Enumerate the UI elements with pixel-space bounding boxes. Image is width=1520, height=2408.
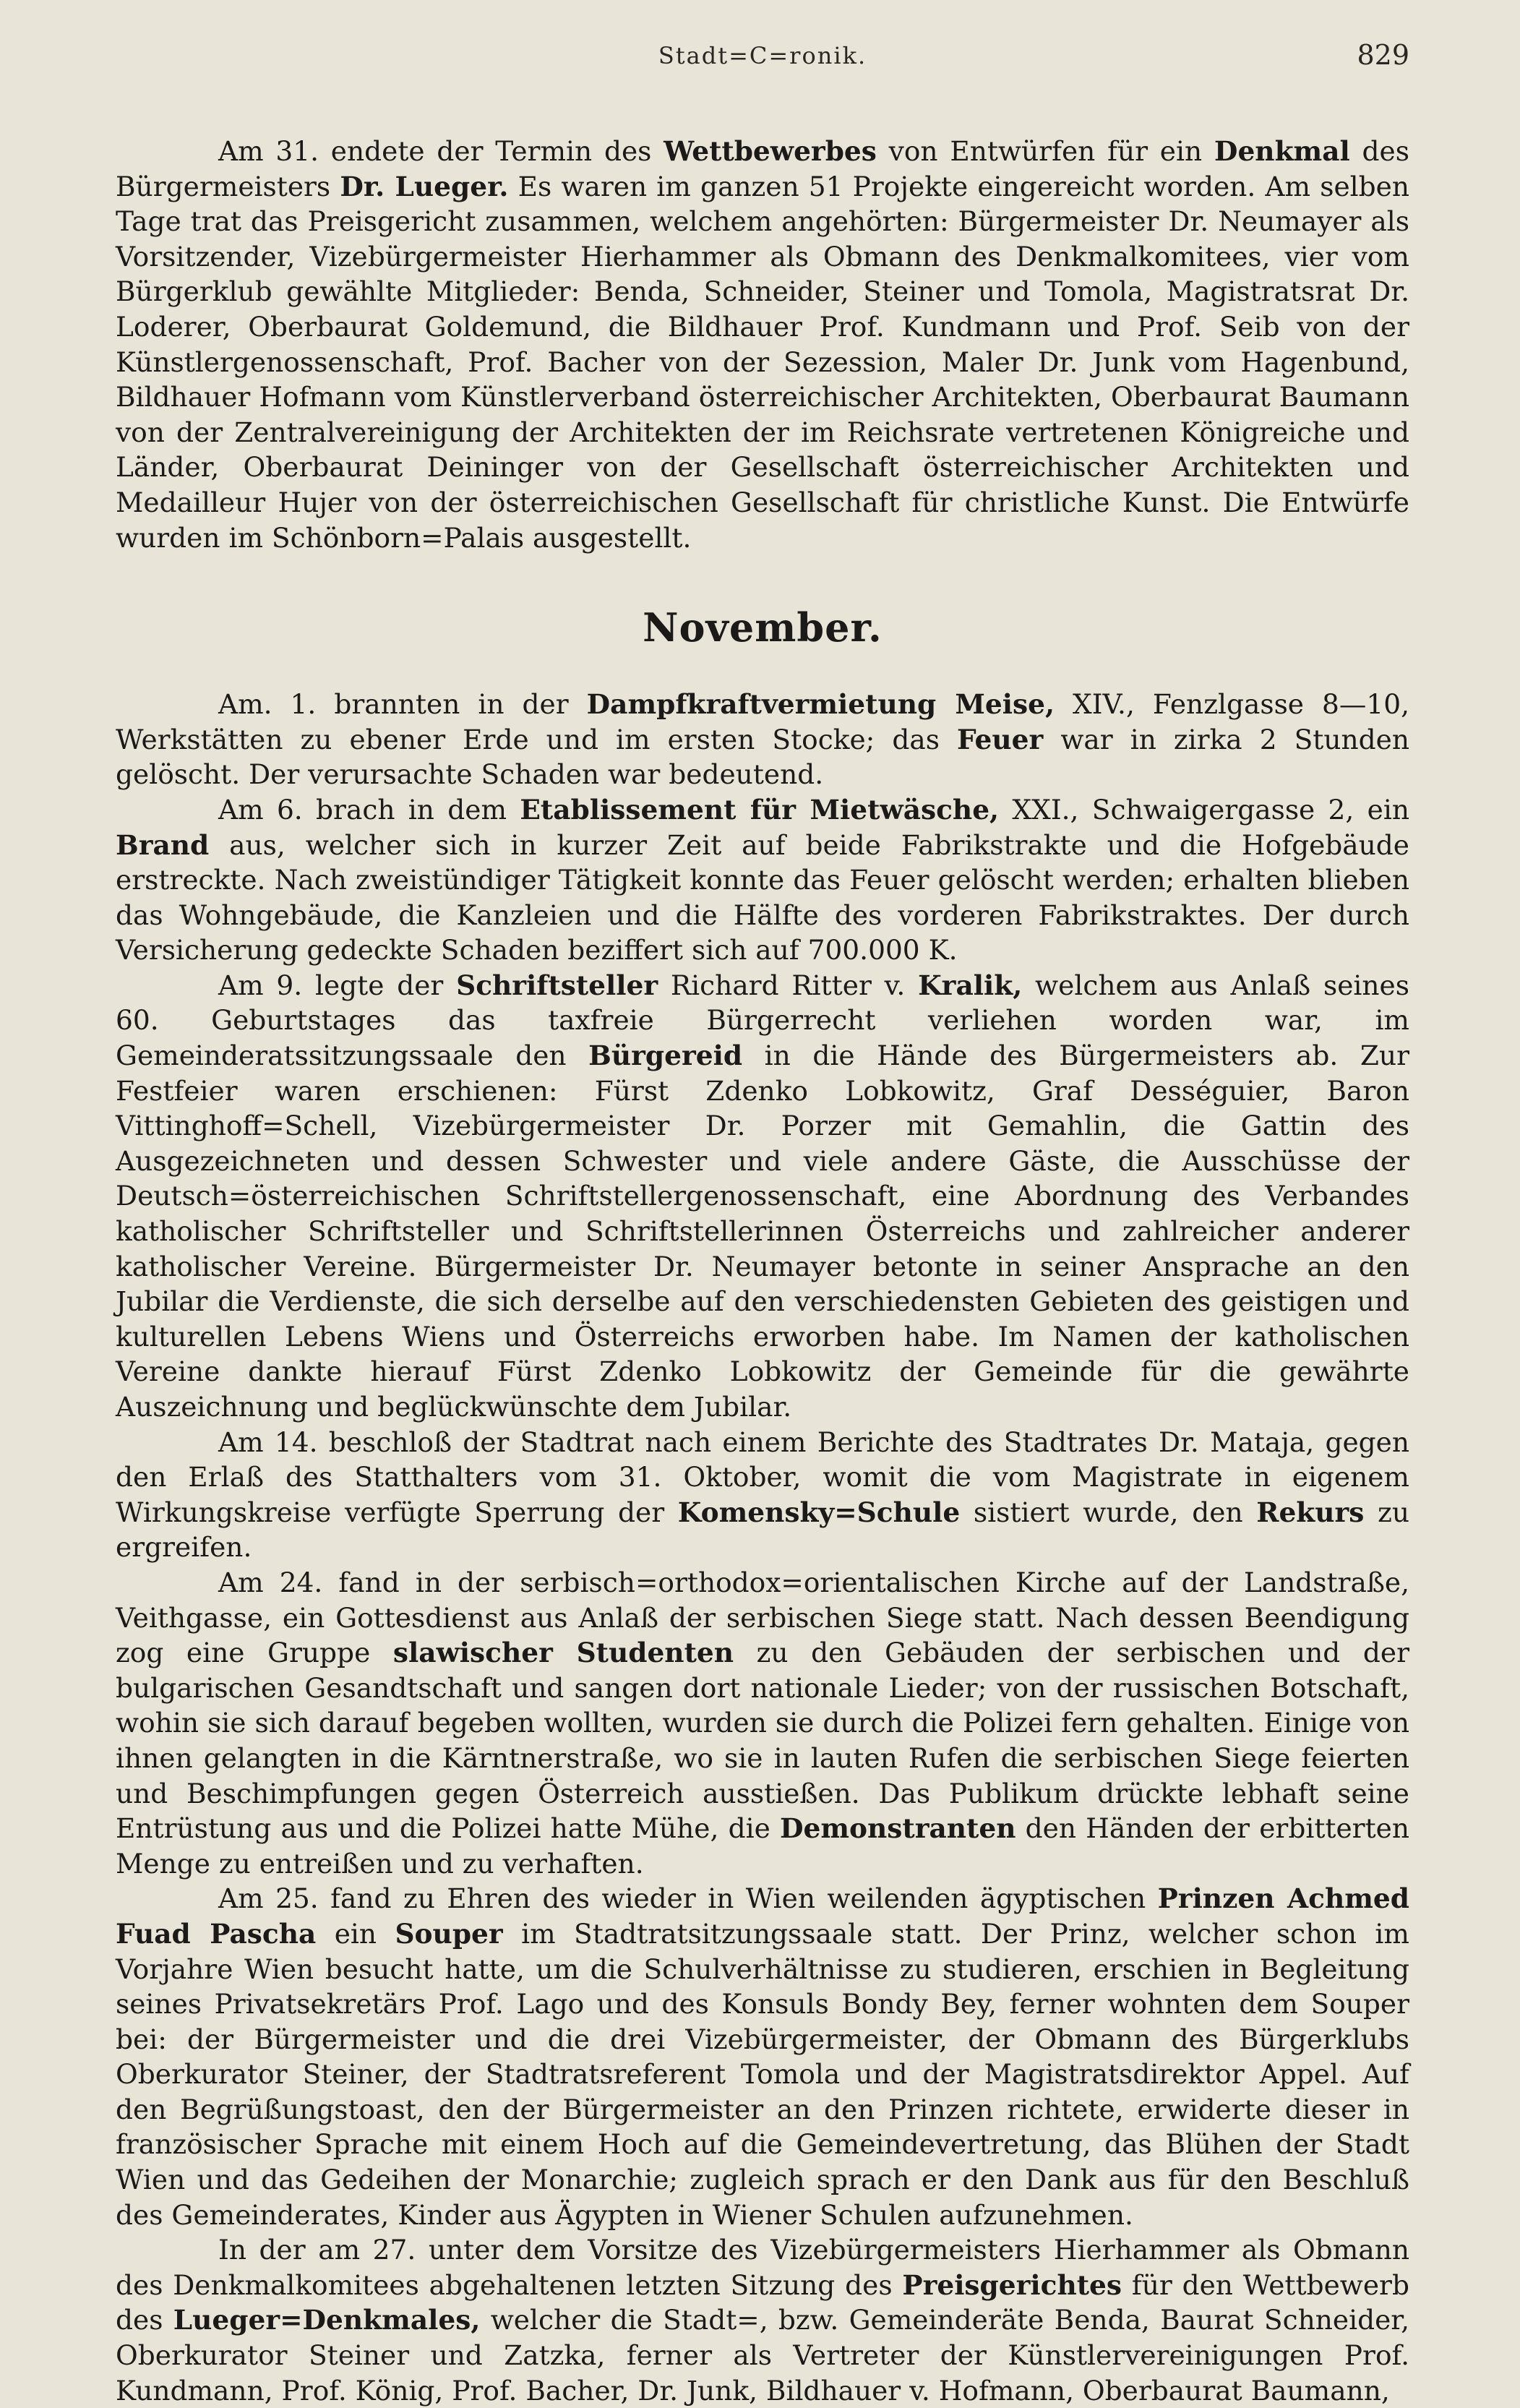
highlighted-term: Dr. Lueger. [340,170,509,202]
text-run: Am 14. beschloß der Stadtrat nach einem Berichte des Stadtrates Dr. Mataja, gegen den Erlaß des Statthalters vom 31. Oktober, womit die vom Magistrate in eigenem Wirkungskreise verfügte Sperrung der [116,1426,1409,1528]
text-run: sistiert wurde, den [960,1496,1257,1528]
highlighted-term: Denkmal [1214,135,1350,167]
text-run: zu den Gebäuden der serbischen und der bulgarischen Gesandtschaft und sangen dort nationale Lieder; von der russischen Botschaft, wohin sie sich darauf begeben wollten, wurden sie durch die Polizei fern gehalten. Einige von ihnen gelangten in die Kärntnerstraße, wo sie in lauten Rufen die serbischen Siege feierten und Beschimpfungen gegen Österreich ausstießen. Das Publikum drückte lebhaft seine Entrüstung aus und die Polizei hatte Mühe, die [116,1637,1409,1845]
text-run: war in zirka 2 Stunden gelöscht. Der verursachte Schaden war bedeutend. [116,723,1409,791]
paragraph-nov-25 [116,1881,1409,2232]
page-number: 829 [1357,39,1409,71]
highlighted-term: Lueger=Denkmales, [173,2304,481,2336]
text-run: des Bürgermeisters [116,135,1409,202]
paragraph-nov-9 [116,968,1409,1425]
highlighted-term: Brand [116,828,210,861]
highlighted-term: Prinzen Achmed Fuad Pascha [116,1882,1410,1950]
text-run: von Entwürfen für ein [876,135,1214,167]
body-text [116,134,1409,2408]
running-head: Stadt=C=ronik. [658,42,867,69]
text-run: Am 9. legte der [218,969,457,1001]
text-run: XXI., Schwaigergasse 2, ein [999,793,1409,826]
text-run: Es waren im ganzen 51 Projekte eingereicht worden. Am selben Tage trat das Preisgericht zusammen, welchem angehörten: Bürgermeister Dr. Neumayer als Vorsitzender, Vizebürgermeister Hierhammer als Obmann des Denkmalkomitees, vier vom Bürgerklub gewählte Mitglieder: Benda, Schneider, Steiner und Tomola, Magistratsrat Dr. Loderer, Oberbaurat Goldemund, die Bildhauer Prof. Kundmann und Prof. Seib von der Künstlergenossenschaft, Prof. Bacher von der Sezession, Maler Dr. Junk vom Hagenbund, Bildhauer Hofmann vom Künstlerverband österreichischer Architekten, Oberbaurat Baumann von der Zentralvereinigung der Architekten der im Reichsrate vertretenen Königreiche und Länder, Oberbaurat Deininger von der Gesellschaft österreichischer Architekten und Medailleur Hujer von der österreichischen Gesellschaft für christliche Kunst. Die Entwürfe wurden im Schönborn=Palais ausgestellt. [116,170,1409,554]
text-run: Am 25. fand zu Ehren des wieder in Wien weilenden ägyptischen [218,1882,1158,1915]
highlighted-term: Etablissement für Mietwäsche, [520,793,1000,826]
text-run: Am 24. fand in der serbisch=orthodox=orientalischen Kirche auf der Landstraße, Veithgasse, ein Gottesdienst aus Anlaß der serbischen Siege statt. Nach dessen Beendigung zog eine Gruppe [116,1566,1409,1669]
text-run: Am 6. brach in dem [218,793,520,826]
text-run: im Stadtratsitzungssaale statt. Der Prinz, welcher schon im Vorjahre Wien besucht hatte, um die Schulverhältnisse zu studieren, erschien in Begleitung seines Privatsekretärs Prof. Lago und des Konsuls Bondy Bey, ferner wohnten dem Souper bei: der Bürgermeister und die drei Vizebürgermeister, der Obmann des Bürgerklubs Oberkurator Steiner, der Stadtratsreferent Tomola und der Magistratsdirektor Appel. Auf den Begrüßungstoast, den der Bürgermeister an den Prinzen richtete, erwiderte dieser in französischer Sprache mit einem Hoch auf die Gemeindevertretung, das Blühen der Stadt Wien und das Gedeihen der Monarchie; zugleich sprach er den Dank aus für den Beschluß des Gemeinderates, Kinder aus Ägypten in Wiener Schulen aufzunehmen. [116,1917,1409,2231]
highlighted-term: Feuer [956,723,1044,755]
page-header [116,39,1409,78]
highlighted-term: slawischer Studenten [392,1637,734,1669]
month-heading: November. [643,604,883,651]
paragraph-nov-24 [116,1565,1409,1881]
highlighted-term: Schriftsteller [456,969,658,1001]
highlighted-term: Souper [395,1917,503,1950]
text-run: In der am 27. unter dem Vorsitze des Vizebürgermeisters Hierhammer als Obmann des Denkmalkomitees abgehaltenen letzten Sitzung des [116,2234,1409,2301]
text-run: Am 31. endete der Termin des [218,135,664,167]
highlighted-term: Dampfkraftvermietung Meise, [586,688,1055,721]
highlighted-term: Kralik, [918,969,1023,1001]
text-run: ein [316,1917,395,1950]
highlighted-term: Demonstranten [779,1812,1016,1845]
paragraph-nov-6 [116,792,1409,968]
text-run: aus, welcher sich in kurzer Zeit auf beide Fabrikstrakte und die Hofgebäude erstreckte. Nach zweistündiger Tätigkeit konnte das Feuer gelöscht werden; erhalten blieben das Wohngebäude, die Kanzleien und die Hälfte des vorderen Fabrikstraktes. Der durch Versicherung gedeckte Schaden beziffert sich auf 700.000 K. [116,828,1409,967]
text-run: Richard Ritter v. [658,969,919,1001]
paragraph-nov-14 [116,1425,1409,1565]
text-run: Am. 1. brannten in der [218,688,587,721]
text-run: den Händen der erbitterten Menge zu entreißen und zu verhaften. [116,1812,1409,1880]
paragraph-nov-1 [116,687,1409,792]
highlighted-term: Rekurs [1256,1496,1365,1528]
paragraph-nov-27 [116,2232,1409,2408]
paragraph-wettbewerb [116,134,1409,555]
highlighted-term: Komensky=Schule [677,1496,961,1528]
text-run: XIV., Fenzlgasse 8—10, Werkstätten zu ebener Erde und im ersten Stocke; das [116,688,1409,755]
highlighted-term: Preisgerichtes [902,2268,1122,2301]
text-run: zu ergreifen. [116,1496,1409,1564]
highlighted-term: Wettbewerbes [664,135,877,167]
text-run: welchem aus Anlaß seines 60. Geburtstages das taxfreie Bürgerrecht verliehen worden war, im Gemeinderatssitzungssaale den [116,969,1409,1072]
text-run: in die Hände des Bürgermeisters ab. Zur Festfeier waren erschienen: Fürst Zdenko Lobkowitz, Graf Dességuier, Baron Vittinghoff=Schell, Vizebürgermeister Dr. Porzer mit Gemahlin, die Gattin des Ausgezeichneten und dessen Schwester und viele andere Gäste, die Ausschüsse der Deutsch=österreichischen Schriftstellergenossenschaft, eine Abordnung des Verbandes katholischer Schriftsteller und Schriftstellerinnen Österreichs und zahlreicher anderer katholischer Vereine. Bürgermeister Dr. Neumayer betonte in seiner Ansprache an den Jubilar die Verdienste, die sich derselbe auf den verschiedensten Gebieten des geistigen und kulturellen Lebens Wiens und Österreichs erworben habe. Im Namen der katholischen Vereine dankte hierauf Fürst Zdenko Lobkowitz der Gemeinde für die gewährte Auszeichnung und beglückwünschte dem Jubilar. [116,1040,1409,1423]
highlighted-term: Bürgereid [588,1040,743,1072]
text-run: welcher die Stadt=, bzw. Gemeinderäte Benda, Baurat Schneider, Oberkurator Steiner und Zatzka, ferner als Vertreter der Künstlervereinigungen Prof. Kundmann, Prof. König, Prof. Bacher, Dr. Junk, Bildhauer v. Hofmann, Oberbaurat Baumann, [116,2304,1409,2407]
text-run: für den Wettbewerb des [116,2268,1409,2336]
